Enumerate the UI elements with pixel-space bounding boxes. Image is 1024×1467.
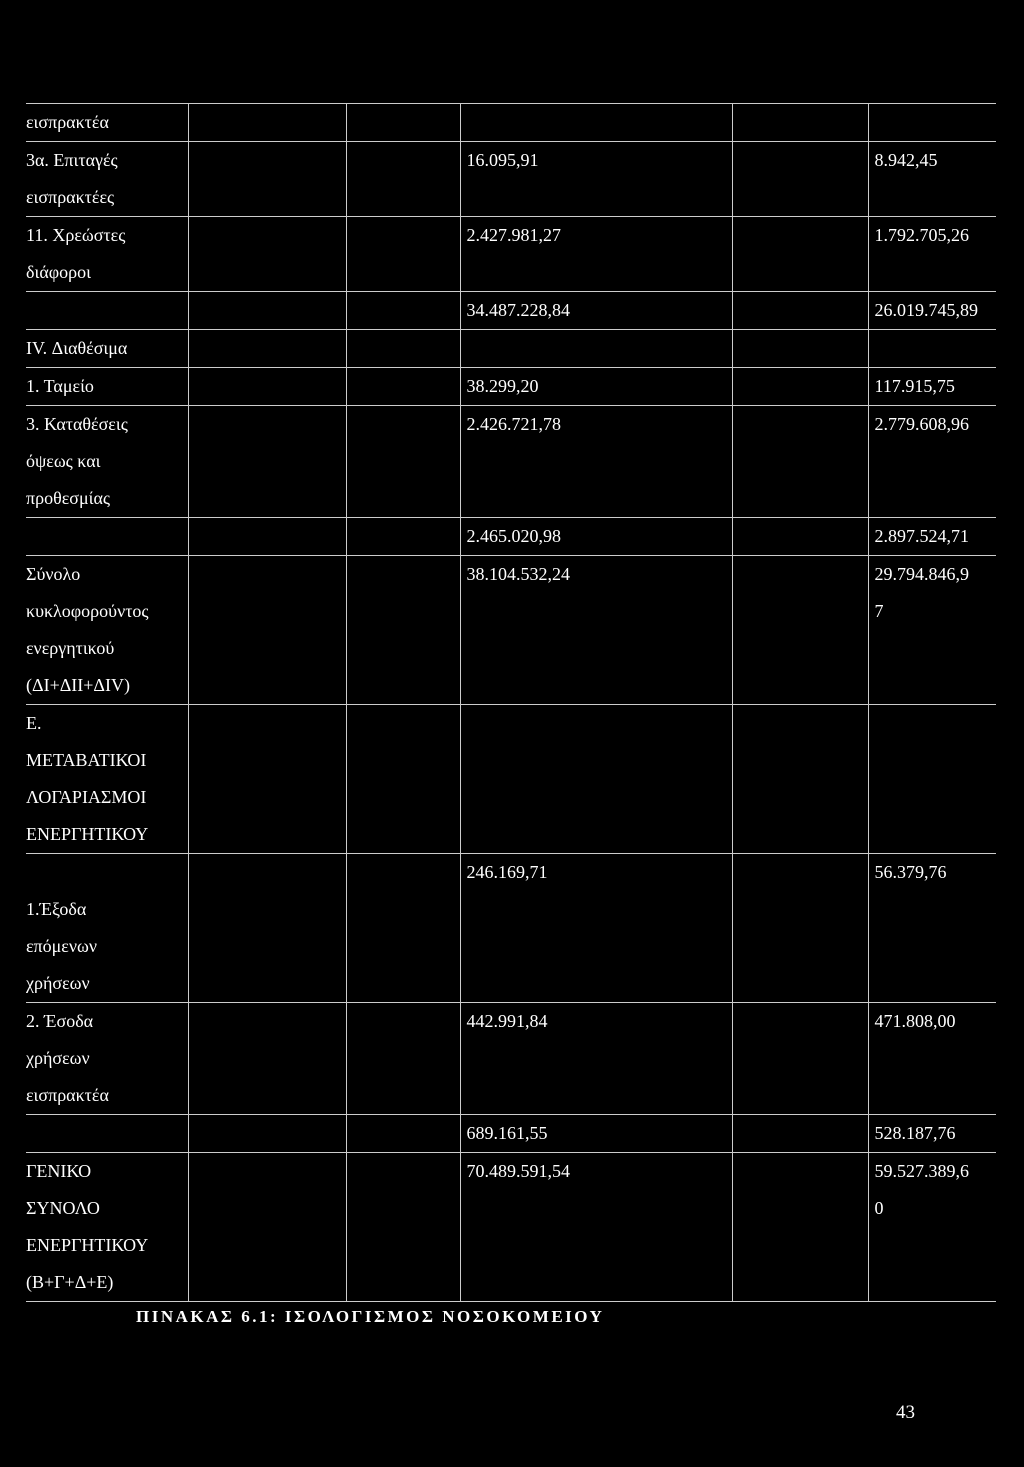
value-current-year-line: 442.991,84	[466, 1011, 548, 1031]
spacer-cell-2	[732, 556, 868, 705]
value-current-year	[460, 104, 732, 142]
value-current-year	[460, 705, 732, 854]
row-label	[26, 556, 188, 705]
row-label-line: ΣΥΝΟΛΟ	[26, 1198, 100, 1218]
row-label	[26, 368, 188, 406]
value-previous-year-line: 528.187,76	[874, 1123, 956, 1143]
table-row	[26, 104, 996, 142]
value-current-year	[460, 1115, 732, 1153]
value-previous-year	[868, 330, 996, 368]
spacer-cell	[346, 330, 460, 368]
value-current-year-line: 70.489.591,54	[466, 1161, 570, 1181]
spacer-cell-2	[732, 1115, 868, 1153]
row-label	[26, 1003, 188, 1115]
spacer-cell-2	[732, 854, 868, 1003]
value-current-year	[460, 1003, 732, 1115]
table-row	[26, 368, 996, 406]
value-previous-year-line: 7	[874, 601, 884, 621]
row-label-line: διάφοροι	[26, 262, 91, 282]
value-current-year	[460, 556, 732, 705]
value-current-year-line: 689.161,55	[466, 1123, 548, 1143]
spacer-cell-2	[732, 705, 868, 854]
row-label-line	[26, 854, 184, 891]
row-label-line: 3α. Επιταγές	[26, 150, 118, 170]
value-previous-year	[868, 854, 996, 1003]
value-current-year-line	[467, 330, 728, 367]
spacer-cell	[346, 518, 460, 556]
value-previous-year	[868, 142, 996, 217]
row-label-line: ΕΝΕΡΓΗΤΙΚΟΥ	[26, 824, 149, 844]
row-label-line: εισπρακτέα	[26, 1085, 109, 1105]
value-current-year-line: 38.299,20	[466, 376, 539, 396]
value-previous-year-line: 29.794.846,9	[874, 564, 969, 584]
spacer-cell	[346, 292, 460, 330]
table-caption: ΠΙΝΑΚΑΣ 6.1: ΙΣΟΛΟΓΙΣΜΟΣ ΝΟΣΟΚΟΜΕΙΟΥ	[136, 1307, 605, 1326]
row-label	[26, 518, 188, 556]
note-cell	[188, 368, 346, 406]
row-label	[26, 705, 188, 854]
row-label-line: 2. Έσοδα	[26, 1011, 94, 1031]
row-label-line: χρήσεων	[26, 973, 90, 993]
row-label-line: χρήσεων	[26, 1048, 90, 1068]
table-row	[26, 406, 996, 518]
value-previous-year	[868, 1153, 996, 1302]
spacer-cell	[346, 406, 460, 518]
value-current-year	[460, 854, 732, 1003]
page-number: 43	[896, 1402, 915, 1423]
value-current-year	[460, 292, 732, 330]
note-cell	[188, 217, 346, 292]
spacer-cell-2	[732, 406, 868, 518]
spacer-cell	[346, 556, 460, 705]
value-previous-year-line: 26.019.745,89	[874, 300, 978, 320]
value-current-year-line	[467, 705, 728, 742]
value-previous-year-line	[875, 330, 993, 367]
table-row	[26, 217, 996, 292]
table-row	[26, 556, 996, 705]
table-row	[26, 854, 996, 1003]
row-label-line: επόμενων	[26, 936, 97, 956]
spacer-cell-2	[732, 1153, 868, 1302]
note-cell	[188, 104, 346, 142]
spacer-cell-2	[732, 292, 868, 330]
spacer-cell-2	[732, 142, 868, 217]
value-current-year-line: 16.095,91	[466, 150, 539, 170]
row-label-line: όψεως και	[26, 451, 101, 471]
value-previous-year	[868, 368, 996, 406]
row-label	[26, 854, 188, 1003]
row-label-line: ΜΕΤΑΒΑΤΙΚΟΙ	[26, 750, 147, 770]
spacer-cell-2	[732, 518, 868, 556]
value-previous-year	[868, 1003, 996, 1115]
value-current-year-line: 2.426.721,78	[466, 414, 561, 434]
row-label-line: ενεργητικού	[26, 638, 115, 658]
note-cell	[188, 330, 346, 368]
value-current-year	[460, 518, 732, 556]
spacer-cell	[346, 854, 460, 1003]
row-label-line: 11. Χρεώστες	[26, 225, 126, 245]
value-current-year	[460, 1153, 732, 1302]
row-label-line	[26, 292, 184, 329]
table-row	[26, 1003, 996, 1115]
value-current-year-line: 38.104.532,24	[466, 564, 570, 584]
value-previous-year	[868, 406, 996, 518]
table-row	[26, 330, 996, 368]
row-label-line: κυκλοφορούντος	[26, 601, 149, 621]
row-label	[26, 330, 188, 368]
note-cell	[188, 556, 346, 705]
spacer-cell	[346, 217, 460, 292]
row-label	[26, 292, 188, 330]
row-label	[26, 1115, 188, 1153]
value-current-year-line: 2.427.981,27	[466, 225, 561, 245]
spacer-cell	[346, 104, 460, 142]
value-previous-year-line: 117.915,75	[874, 376, 955, 396]
value-current-year	[460, 330, 732, 368]
note-cell	[188, 1153, 346, 1302]
note-cell	[188, 705, 346, 854]
spacer-cell	[346, 1153, 460, 1302]
note-cell	[188, 406, 346, 518]
row-label-line	[26, 518, 184, 555]
value-previous-year	[868, 518, 996, 556]
table-row	[26, 142, 996, 217]
row-label-line: ΛΟΓΑΡΙΑΣΜΟΙ	[26, 787, 147, 807]
row-label	[26, 217, 188, 292]
row-label	[26, 104, 188, 142]
spacer-cell	[346, 1115, 460, 1153]
row-label-line: 1. Ταμείο	[26, 376, 94, 396]
value-previous-year-line: 56.379,76	[874, 862, 947, 882]
balance-sheet-table	[26, 103, 996, 1302]
row-label-line	[26, 1115, 184, 1152]
note-cell	[188, 142, 346, 217]
row-label-line: (Β+Γ+Δ+Ε)	[26, 1272, 114, 1292]
table-row	[26, 518, 996, 556]
value-previous-year-line: 1.792.705,26	[874, 225, 969, 245]
value-previous-year	[868, 556, 996, 705]
table-row	[26, 292, 996, 330]
spacer-cell-2	[732, 1003, 868, 1115]
spacer-cell	[346, 368, 460, 406]
value-previous-year	[868, 217, 996, 292]
value-previous-year-line: 0	[874, 1198, 884, 1218]
row-label-line: Σύνολο	[26, 564, 81, 584]
value-current-year-line: 246.169,71	[466, 862, 548, 882]
value-previous-year-line: 8.942,45	[874, 150, 938, 170]
value-current-year-line: 2.465.020,98	[466, 526, 561, 546]
spacer-cell-2	[732, 330, 868, 368]
value-current-year	[460, 142, 732, 217]
value-previous-year	[868, 292, 996, 330]
value-previous-year-line: 2.779.608,96	[874, 414, 969, 434]
row-label-line: 3. Καταθέσεις	[26, 414, 128, 434]
row-label-line: IV. Διαθέσιμα	[26, 338, 128, 358]
value-previous-year	[868, 104, 996, 142]
note-cell	[188, 1003, 346, 1115]
note-cell	[188, 854, 346, 1003]
table-row	[26, 705, 996, 854]
row-label-line: προθεσμίας	[26, 488, 111, 508]
spacer-cell	[346, 705, 460, 854]
row-label-line: ΓΕΝΙΚΟ	[26, 1161, 92, 1181]
row-label-line: ΕΝΕΡΓΗΤΙΚΟΥ	[26, 1235, 149, 1255]
row-label-line: 1.Έξοδα	[26, 899, 87, 919]
spacer-cell	[346, 142, 460, 217]
row-label-line: Ε.	[26, 713, 42, 733]
spacer-cell	[346, 1003, 460, 1115]
value-previous-year-line: 59.527.389,6	[874, 1161, 969, 1181]
row-label	[26, 1153, 188, 1302]
spacer-cell-2	[732, 368, 868, 406]
row-label	[26, 142, 188, 217]
value-previous-year-line	[875, 705, 993, 742]
note-cell	[188, 1115, 346, 1153]
value-previous-year	[868, 1115, 996, 1153]
value-current-year-line	[467, 104, 728, 141]
row-label	[26, 406, 188, 518]
value-previous-year-line: 471.808,00	[874, 1011, 956, 1031]
value-current-year	[460, 368, 732, 406]
note-cell	[188, 518, 346, 556]
value-current-year-line: 34.487.228,84	[466, 300, 570, 320]
spacer-cell-2	[732, 217, 868, 292]
value-current-year	[460, 217, 732, 292]
note-cell	[188, 292, 346, 330]
row-label-line: εισπρακτέες	[26, 187, 115, 207]
row-label-line: (ΔΙ+ΔΙΙ+ΔΙV)	[26, 675, 130, 695]
table-row	[26, 1115, 996, 1153]
spacer-cell-2	[732, 104, 868, 142]
row-label-line: εισπρακτέα	[26, 112, 109, 132]
table-row	[26, 1153, 996, 1302]
value-previous-year	[868, 705, 996, 854]
value-previous-year-line	[875, 104, 993, 141]
value-current-year	[460, 406, 732, 518]
value-previous-year-line: 2.897.524,71	[874, 526, 969, 546]
